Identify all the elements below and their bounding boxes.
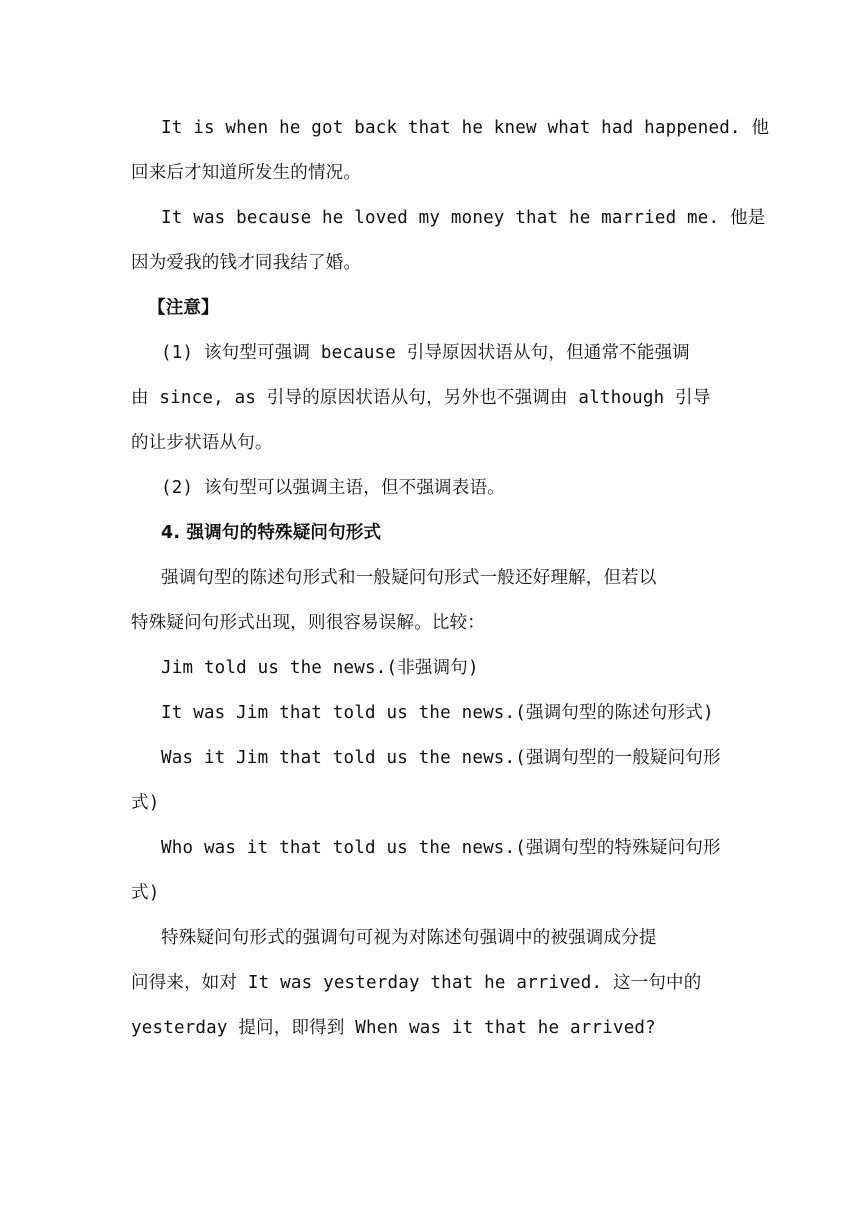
paragraph-line: 问得来，如对 It was yesterday that he arrived. 这一句中的	[131, 973, 702, 993]
note-heading: 【注意】	[148, 298, 219, 318]
paragraph-line: 因为爱我的钱才同我结了婚。	[131, 253, 362, 273]
section-heading: 4. 强调句的特殊疑问句形式	[161, 523, 382, 543]
paragraph-line: (2) 该句型可以强调主语，但不强调表语。	[161, 478, 505, 498]
example-line: 式)	[131, 793, 160, 813]
paragraph-line: 的让步状语从句。	[131, 433, 273, 453]
paragraph-line: yesterday 提问，即得到 When was it that he arrived?	[131, 1018, 656, 1038]
example-line: 式)	[131, 883, 160, 903]
paragraph-line: (1) 该句型可强调 because 引导原因状语从句，但通常不能强调	[161, 343, 690, 363]
example-line: Who was it that told us the news.(强调句型的特殊疑问句形	[161, 838, 721, 858]
example-line: Was it Jim that told us the news.(强调句型的一般疑问句形	[161, 748, 721, 768]
example-line: It was Jim that told us the news.(强调句型的陈述句形式)	[161, 703, 714, 723]
paragraph-line: 回来后才知道所发生的情况。	[131, 163, 362, 183]
example-line: Jim told us the news.(非强调句)	[161, 658, 479, 678]
paragraph-line: 特殊疑问句形式的强调句可视为对陈述句强调中的被强调成分提	[161, 928, 657, 948]
paragraph-line: 强调句型的陈述句形式和一般疑问句形式一般还好理解，但若以	[161, 568, 657, 588]
paragraph-line: 特殊疑问句形式出现，则很容易误解。比较：	[131, 613, 485, 633]
paragraph-line: It is when he got back that he knew what had happened. 他	[161, 118, 770, 138]
paragraph-line: 由 since, as 引导的原因状语从句，另外也不强调由 although 引导	[131, 388, 711, 408]
paragraph-line: It was because he loved my money that he married me. 他是	[161, 208, 766, 228]
